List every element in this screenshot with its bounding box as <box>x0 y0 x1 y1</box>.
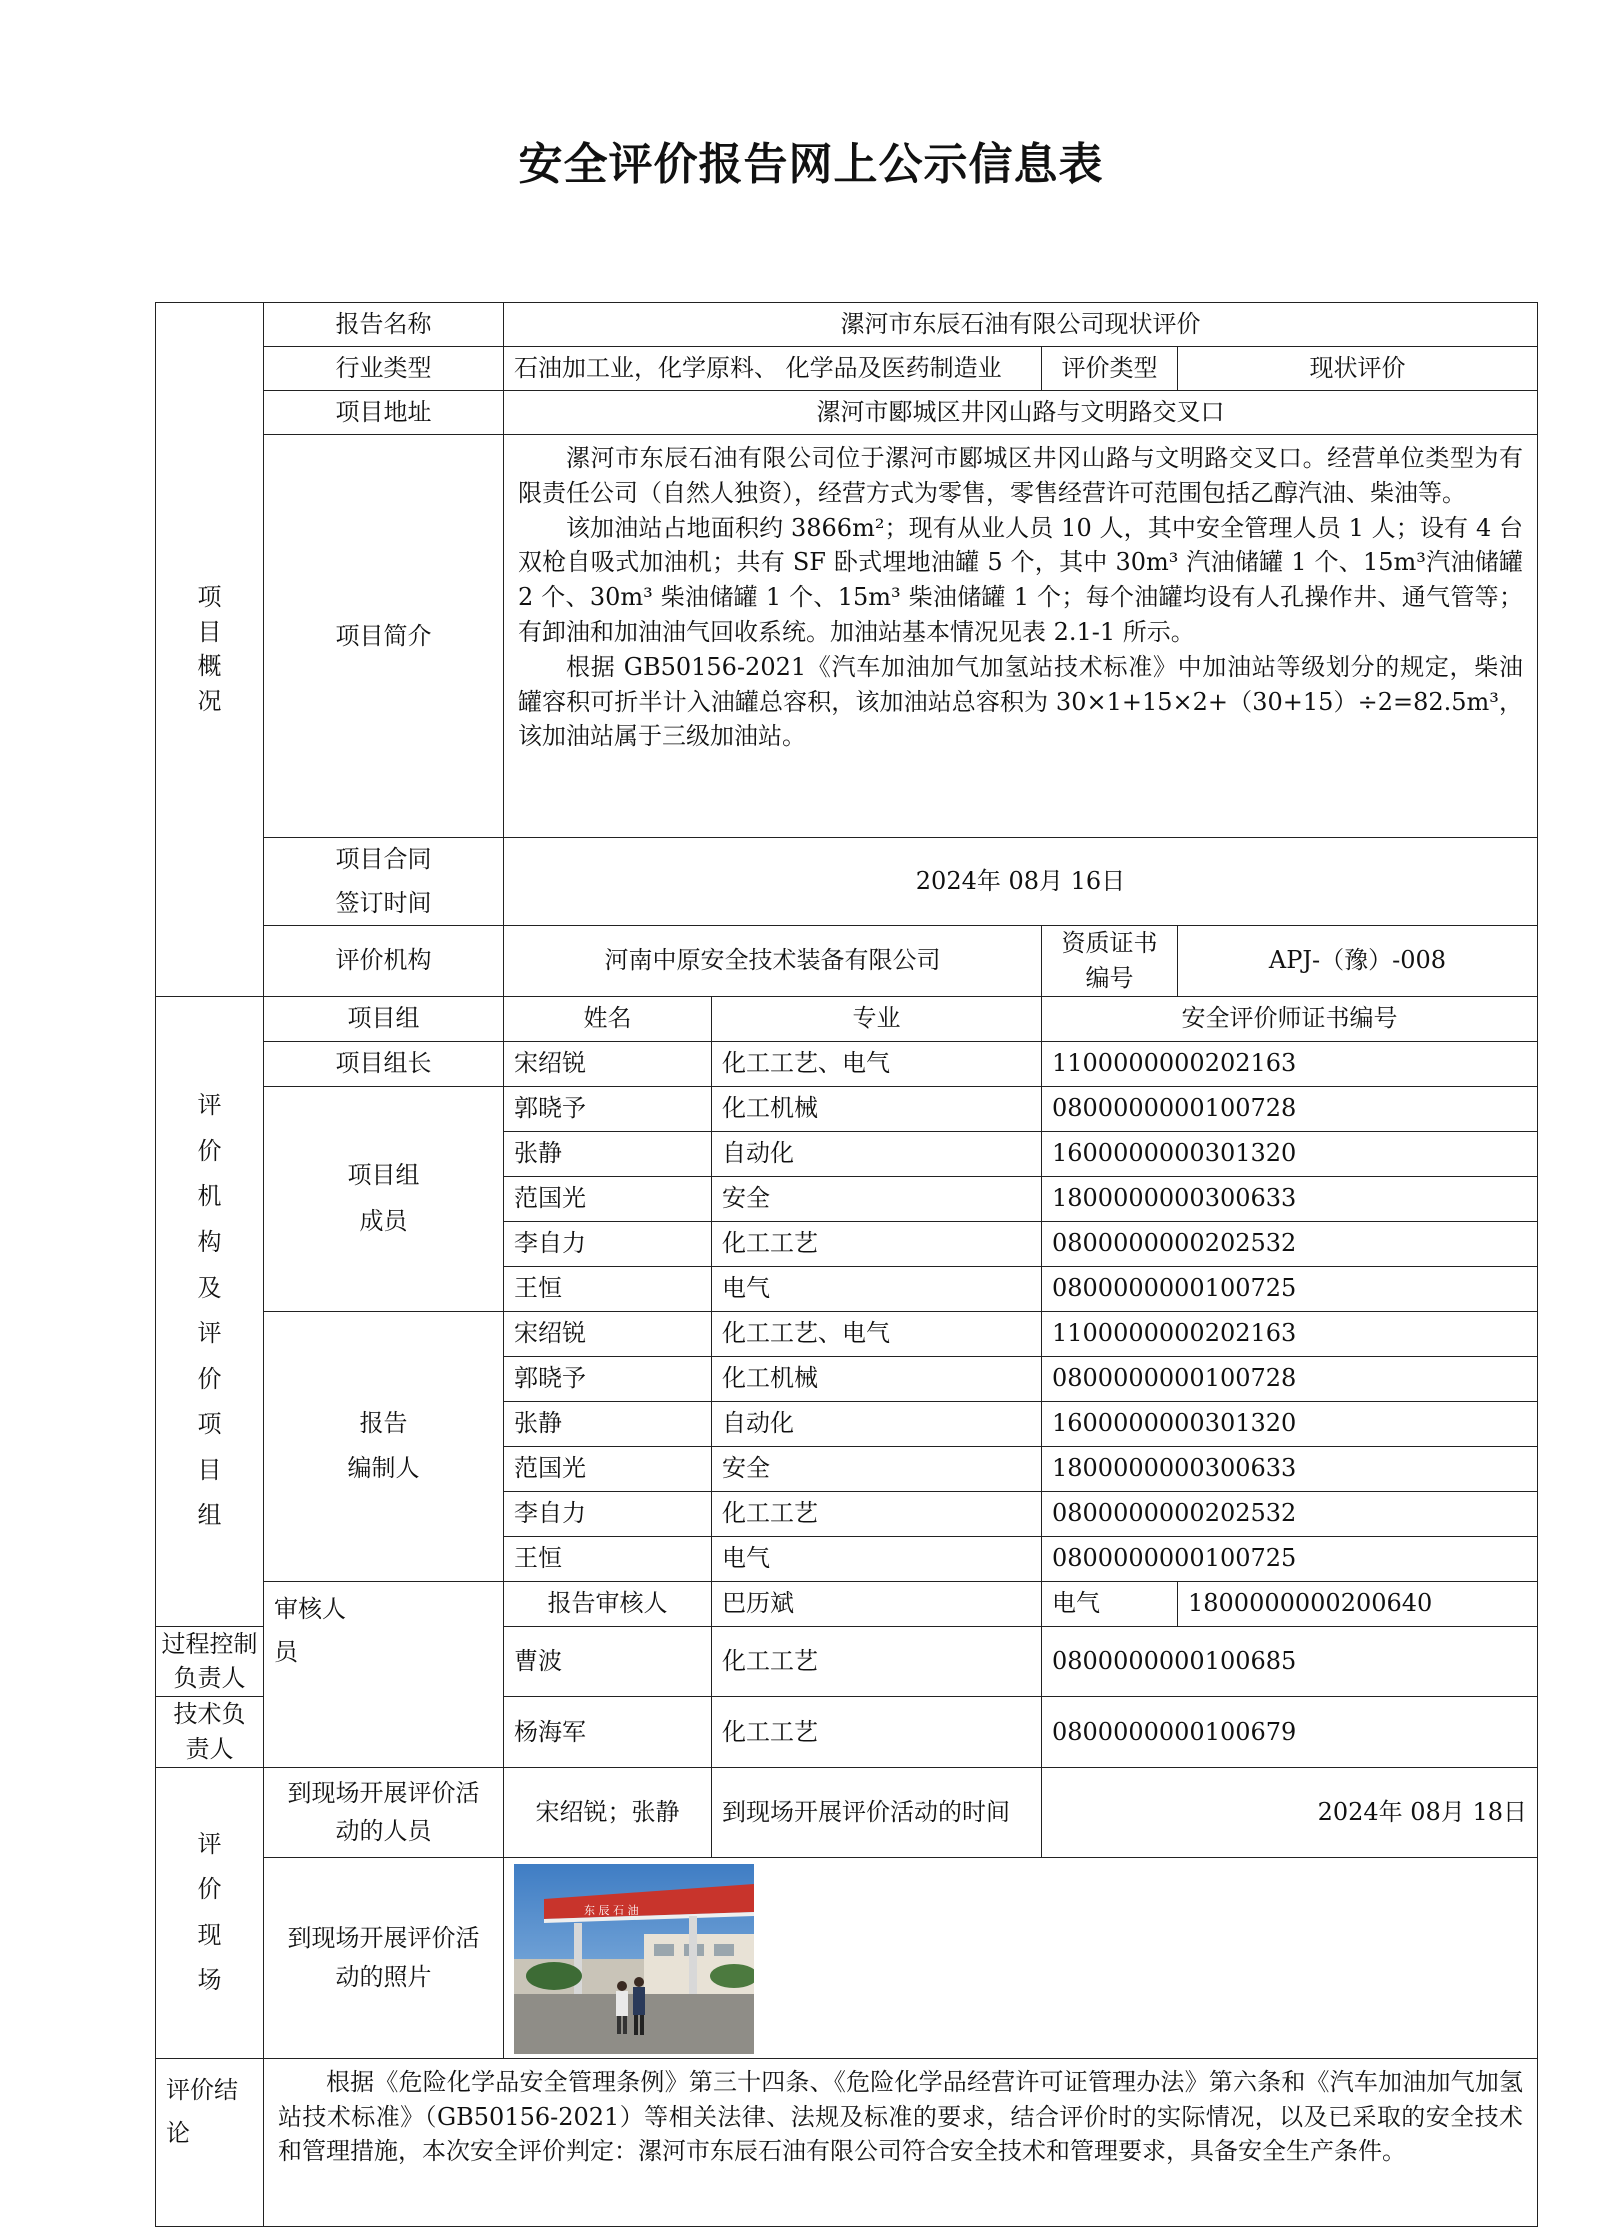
reviewer-role: 报告审核人 <box>504 1581 712 1626</box>
header-group: 项目组 <box>264 996 504 1041</box>
table-row <box>156 1311 1538 1356</box>
site-photo <box>514 1864 754 2054</box>
person-major: 电气 <box>712 1266 1042 1311</box>
person-major: 化工工艺、电气 <box>712 1311 1042 1356</box>
person-major: 化工工艺 <box>712 1491 1042 1536</box>
cert-number: APJ-（豫）-008 <box>1178 926 1538 997</box>
person-major: 化工工艺、电气 <box>712 1041 1042 1086</box>
person-cert: 0800000000202532 <box>1042 1491 1538 1536</box>
person-cert: 0800000000100725 <box>1042 1536 1538 1581</box>
section-evaluation-site: 评 价 现 场 <box>156 1767 264 2058</box>
canopy-sign-text: 东 辰 石 油 <box>584 1903 639 1917</box>
site-time-label: 到现场开展评价活动的时间 <box>712 1767 1042 1857</box>
person-major: 化工机械 <box>712 1086 1042 1131</box>
person-cert: 1800000000300633 <box>1042 1176 1538 1221</box>
org-name: 河南中原安全技术装备有限公司 <box>504 926 1042 997</box>
person-major: 化工机械 <box>712 1356 1042 1401</box>
industry-value: 石油加工业，化学原料、 化学品及医药制造业 <box>504 347 1042 391</box>
table-row <box>156 1041 1538 1086</box>
site-photo-label: 到现场开展评价活 动的照片 <box>264 1857 504 2058</box>
person-major: 自动化 <box>712 1131 1042 1176</box>
person-name: 郭晓予 <box>504 1086 712 1131</box>
table-row <box>156 1581 1538 1626</box>
person-cert: 0800000000100685 <box>1042 1626 1538 1697</box>
site-people-label: 到现场开展评价活 动的人员 <box>264 1767 504 1857</box>
person-major: 化工工艺 <box>712 1697 1042 1768</box>
industry-label: 行业类型 <box>264 347 504 391</box>
person-name: 王恒 <box>504 1266 712 1311</box>
site-people-value: 宋绍锐；张静 <box>504 1767 712 1857</box>
person-name: 张静 <box>504 1401 712 1446</box>
contract-time-value: 2024年 08月 16日 <box>504 838 1538 926</box>
header-name: 姓名 <box>504 996 712 1041</box>
person-name: 曹波 <box>504 1626 712 1697</box>
header-major: 专业 <box>712 996 1042 1041</box>
site-photo-cell <box>504 1857 1538 2058</box>
person-cert: 1800000000300633 <box>1042 1446 1538 1491</box>
person-name: 范国光 <box>504 1446 712 1491</box>
person-cert: 0800000000202532 <box>1042 1221 1538 1266</box>
authors-label: 报告 编制人 <box>264 1311 504 1581</box>
report-name-value: 漯河市东辰石油有限公司现状评价 <box>504 303 1538 347</box>
person-cert: 0800000000100728 <box>1042 1086 1538 1131</box>
person-cert: 1100000000202163 <box>1042 1041 1538 1086</box>
person-name: 宋绍锐 <box>504 1311 712 1356</box>
person-cert: 1600000000301320 <box>1042 1131 1538 1176</box>
summary-paragraph-2: 该加油站占地面积约 3866m²；现有从业人员 10 人，其中安全管理人员 1 人；设有 4 台双枪自吸式加油机；共有 SF 卧式埋地油罐 5 个，其中 30m³ 汽油储罐 1 个、15m³汽油储罐 2 个、30m³ 柴油储罐 1 个、15m³ 柴油储罐 1 个；每个油罐均设有人孔操作井、通气管等；有卸油和加油油气回收系统。加油站基本情况见表 2.1-1 所示。 <box>518 513 1523 646</box>
contract-time-label: 项目合同 签订时间 <box>264 838 504 926</box>
person-name: 杨海军 <box>504 1697 712 1768</box>
summary-paragraph-1: 漯河市东辰石油有限公司位于漯河市郾城区井冈山路与文明路交叉口。经营单位类型为有限责任公司（自然人独资），经营方式为零售，零售经营许可范围包括乙醇汽油、柴油等。 <box>518 444 1523 507</box>
reviewer-role: 技术负责人 <box>156 1697 264 1768</box>
person-major: 自动化 <box>712 1401 1042 1446</box>
reviewer-role: 过程控制负责人 <box>156 1626 264 1697</box>
person-major: 化工工艺 <box>712 1221 1042 1266</box>
section-reviewers: 审核人 员 <box>264 1581 504 1767</box>
person-name: 李自力 <box>504 1491 712 1536</box>
eval-type-value: 现状评价 <box>1178 347 1538 391</box>
person-name: 李自力 <box>504 1221 712 1266</box>
members-label: 项目组 成员 <box>264 1086 504 1311</box>
summary-label: 项目简介 <box>264 435 504 838</box>
address-value: 漯河市郾城区井冈山路与文明路交叉口 <box>504 391 1538 435</box>
person-name: 王恒 <box>504 1536 712 1581</box>
person-major: 电气 <box>712 1536 1042 1581</box>
conclusion-label: 评价结 论 <box>156 2058 264 2226</box>
section-evaluation-org: 评 价 机 构 及 评 价 项 目 组 <box>156 996 264 1626</box>
person-name: 巴历斌 <box>712 1581 1042 1626</box>
person-name: 宋绍锐 <box>504 1041 712 1086</box>
leader-label: 项目组长 <box>264 1041 504 1086</box>
person-name: 郭晓予 <box>504 1356 712 1401</box>
org-label: 评价机构 <box>264 926 504 997</box>
person-cert: 1800000000200640 <box>1178 1581 1538 1626</box>
person-major: 安全 <box>712 1176 1042 1221</box>
document-title: 安全评价报告网上公示信息表 <box>518 139 1104 190</box>
address-label: 项目地址 <box>264 391 504 435</box>
report-name-label: 报告名称 <box>264 303 504 347</box>
eval-type-label: 评价类型 <box>1042 347 1178 391</box>
person-major: 安全 <box>712 1446 1042 1491</box>
person-cert: 0800000000100679 <box>1042 1697 1538 1768</box>
summary-text <box>504 435 1538 838</box>
summary-paragraph-3: 根据 GB50156-2021《汽车加油加气加氢站技术标准》中加油站等级划分的规定，柴油罐容积可折半计入油罐总容积，该加油站总容积为 30×1+15×2+（30+15）÷2=82.5m³，该加油站属于三级加油站。 <box>518 652 1523 751</box>
person-cert: 1600000000301320 <box>1042 1401 1538 1446</box>
person-name: 张静 <box>504 1131 712 1176</box>
disclosure-table <box>155 302 1538 2227</box>
cert-label: 资质证书编号 <box>1042 926 1178 997</box>
gas-station-photo <box>514 1864 754 2054</box>
header-cert: 安全评价师证书编号 <box>1042 996 1538 1041</box>
person-cert: 0800000000100725 <box>1042 1266 1538 1311</box>
person-cert: 0800000000100728 <box>1042 1356 1538 1401</box>
person-major: 化工工艺 <box>712 1626 1042 1697</box>
person-major: 电气 <box>1042 1581 1178 1626</box>
table-row <box>156 1086 1538 1131</box>
section-project-overview: 项 目 概 况 <box>156 303 264 997</box>
person-cert: 1100000000202163 <box>1042 1311 1538 1356</box>
conclusion-text: 根据《危险化学品安全管理条例》第三十四条、《危险化学品经营许可证管理办法》第六条和《汽车加油加气加氢站技术标准》（GB50156-2021）等相关法律、法规及标准的要求，结合评价时的实际情况，以及已采取的安全技术和管理措施，本次安全评价判定：漯河市东辰石油有限公司符合安全技术和管理要求，具备安全生产条件。 <box>264 2058 1538 2226</box>
site-time-value: 2024年 08月 18日 <box>1042 1767 1538 1857</box>
person-name: 范国光 <box>504 1176 712 1221</box>
